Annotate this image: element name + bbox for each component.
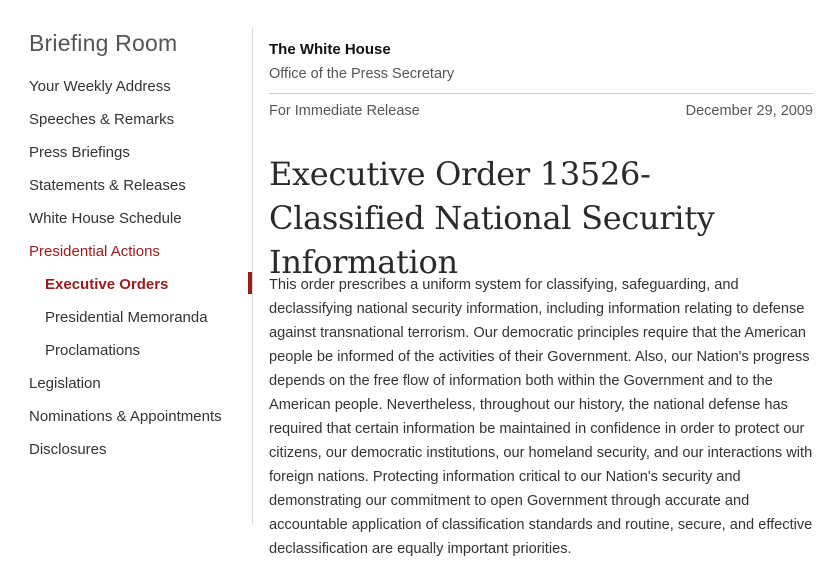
article-source: The White House [269, 41, 391, 58]
release-label: For Immediate Release [269, 103, 420, 119]
sidebar-item-disclosures[interactable]: Disclosures [29, 441, 107, 458]
sidebar-item-statements-releases[interactable]: Statements & Releases [29, 177, 186, 194]
sidebar-item-legislation[interactable]: Legislation [29, 375, 101, 392]
header-divider [269, 93, 813, 94]
sidebar-nav [0, 70, 252, 466]
sidebar-item-proclamations[interactable]: Proclamations [45, 342, 141, 359]
sidebar-item-white-house-schedule[interactable]: White House Schedule [29, 210, 182, 227]
sidebar-item-speeches-remarks[interactable]: Speeches & Remarks [29, 111, 175, 128]
article-office: Office of the Press Secretary [269, 66, 455, 82]
release-date: December 29, 2009 [685, 103, 813, 119]
sidebar [0, 0, 252, 570]
sidebar-item-press-briefings[interactable]: Press Briefings [29, 144, 130, 161]
sidebar-item-executive-orders[interactable]: Executive Orders [45, 276, 169, 293]
sidebar-item-presidential-actions[interactable]: Presidential Actions [29, 243, 160, 260]
sidebar-title: Briefing Room [29, 30, 178, 56]
sidebar-item-weekly-address[interactable]: Your Weekly Address [29, 78, 171, 95]
sidebar-item-nominations-appointments[interactable]: Nominations & Appointments [29, 408, 222, 425]
sidebar-divider [252, 28, 253, 524]
page-title: Executive Order 13526- Classified National Security Information [269, 155, 715, 281]
article-body: This order prescribes a uniform system for classifying, safeguarding, and declassifying national security information, including information relating to defense against transnational terrorism. Our democratic principles require that the American people be informed of the activities of their Government. Also, our Nation's progress depends on the free flow of information both within the Government and to the American people. Nevertheless, throughout our history, the national defense has required that certain information be maintained in confidence in order to protect our citizens, our democratic institutions, our homeland security, and our interactions with foreign nations. Protecting information critical to our Nation's security and demonstrating our commitment to open Government through accurate and accountable application of classification standards and routine, secure, and effective declassification are equally important priorities. [269, 277, 813, 557]
sidebar-item-presidential-memoranda[interactable]: Presidential Memoranda [45, 309, 208, 326]
